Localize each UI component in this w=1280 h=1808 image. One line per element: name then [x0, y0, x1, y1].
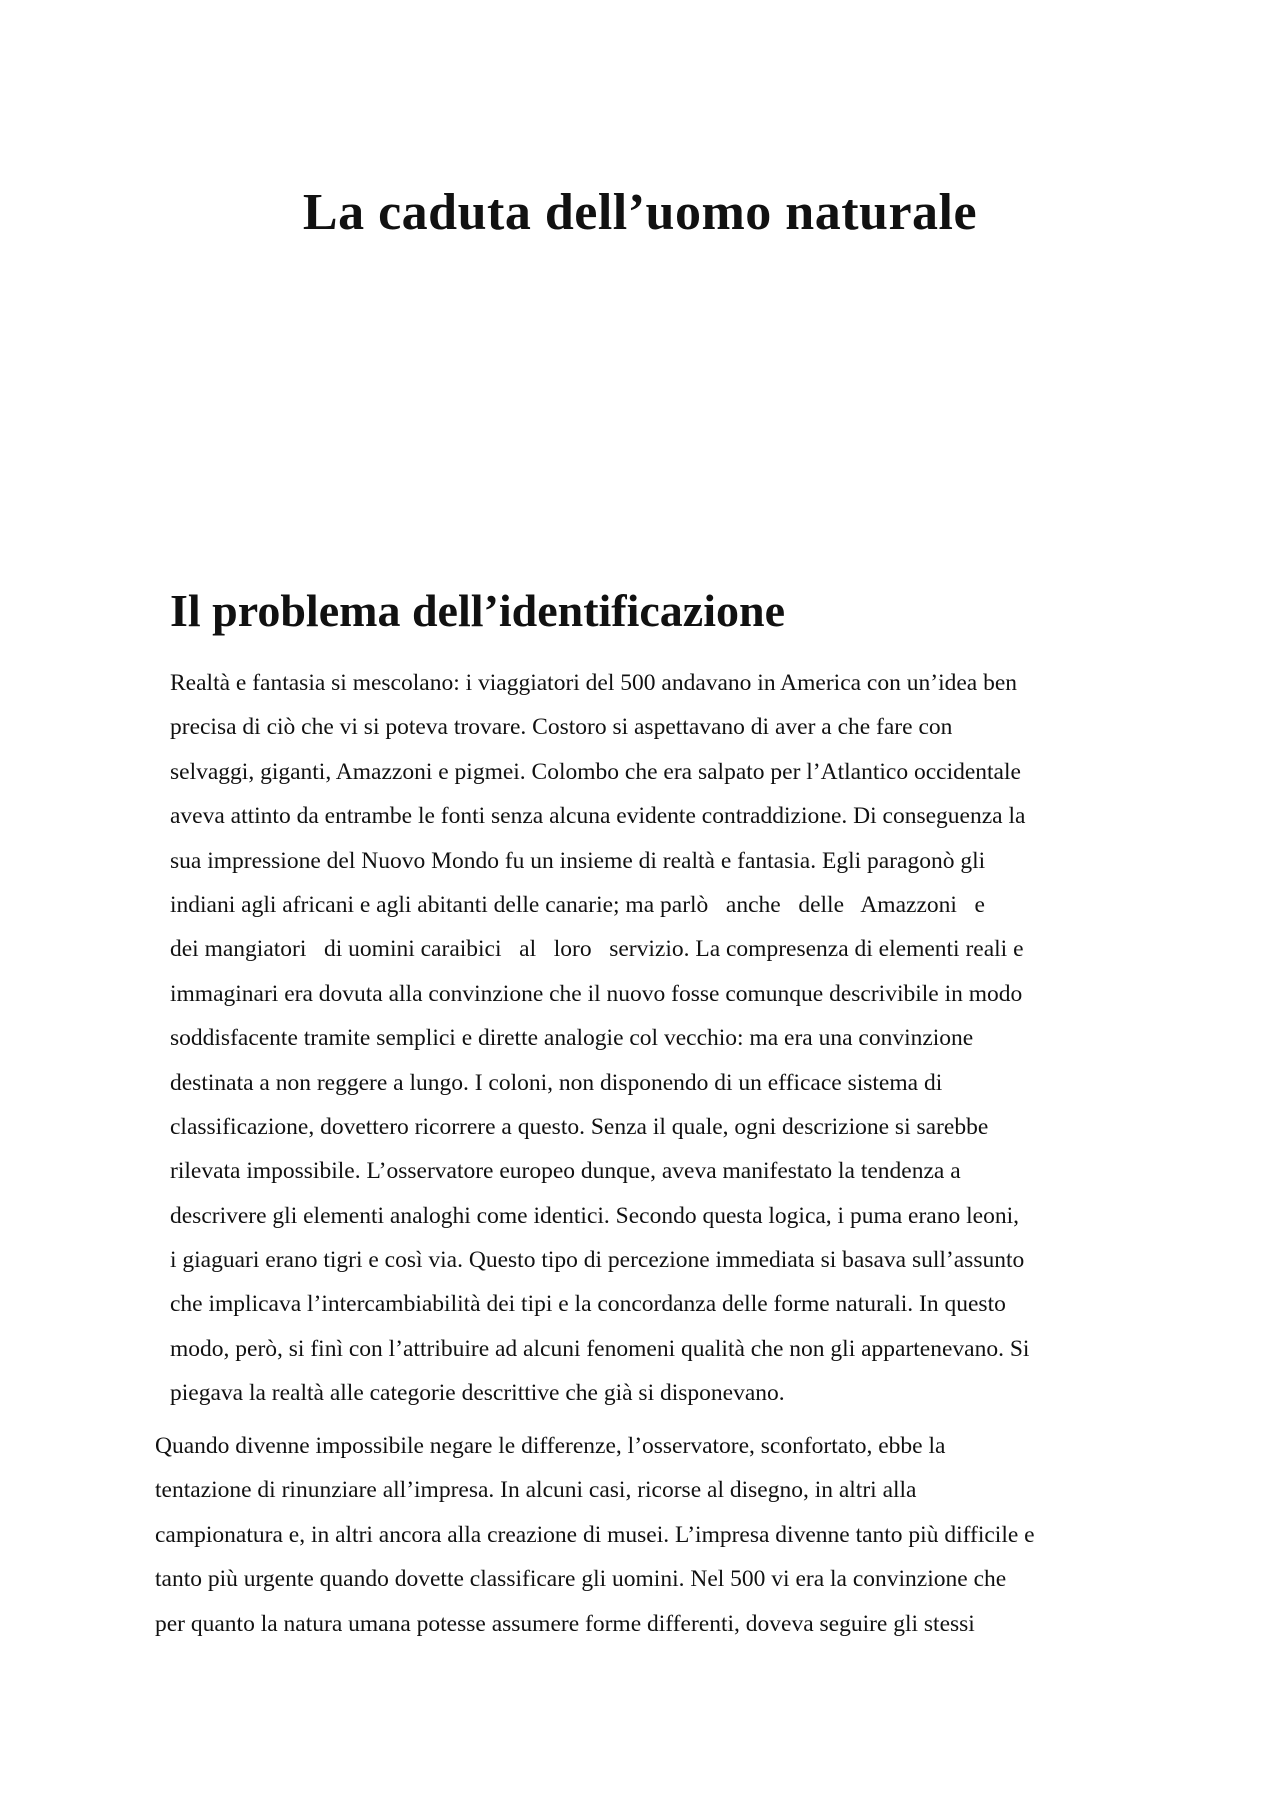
text-line: i giaguari erano tigri e così via. Questo tipo di percezione immediata si basava sull’assunto: [170, 1247, 1025, 1274]
text-line: Realtà e fantasia si mescolano: i viaggiatori del 500 andavano in America con un’idea ben: [170, 670, 1018, 696]
text-line: tentazione di rinunziare all’impresa. In alcuni casi, ricorse al disegno, in altri alla: [155, 1477, 917, 1504]
text-line: aveva attinto da entrambe le fonti senza alcuna evidente contraddizione. Di conseguenza la: [170, 803, 1026, 830]
paragraph-1: [170, 661, 1029, 1416]
text-line: per quanto la natura umana potesse assumere forme differenti, doveva seguire gli stessi: [155, 1610, 975, 1637]
text-line: precisa di ciò che vi si poteva trovare. Costoro si aspettavano di aver a che fare con: [170, 714, 953, 741]
text-line: sua impressione del Nuovo Mondo fu un insieme di realtà e fantasia. Egli paragonò gli: [170, 847, 986, 874]
text-line: immaginari era dovuta alla convinzione che il nuovo fosse comunque descrivibile in modo: [170, 980, 1023, 1007]
text-line: indiani agli africani e agli abitanti delle canarie; ma parlò anche delle Amazzoni e: [170, 891, 985, 918]
text-line: che implicava l’intercambiabilità dei tipi e la concordanza delle forme naturali. In questo: [170, 1291, 1006, 1318]
text-line: dei mangiatori di uomini caraibici al loro servizio. La compresenza di elementi reali e: [170, 936, 1024, 963]
text-line: tanto più urgente quando dovette classificare gli uomini. Nel 500 vi era la convinzione che: [155, 1566, 1007, 1593]
text-line: soddisfacente tramite semplici e dirette analogie col vecchio: ma era una convinzione: [170, 1025, 974, 1052]
section-heading: Il problema dell’identificazione: [170, 585, 786, 636]
text-line: descrivere gli elementi analoghi come identici. Secondo questa logica, i puma erano leoni,: [170, 1202, 1019, 1229]
text-line: destinata a non reggere a lungo. I coloni, non disponendo di un efficace sistema di: [170, 1069, 943, 1096]
paragraph-2: [155, 1424, 1035, 1646]
text-line: classificazione, dovettero ricorrere a questo. Senza il quale, ogni descrizione si sarebbe: [170, 1113, 989, 1140]
text-line: piegava la realtà alle categorie descrittive che già si disponevano.: [170, 1380, 785, 1407]
text-line: Quando divenne impossibile negare le differenze, l’osservatore, sconfortato, ebbe la: [155, 1433, 946, 1459]
text-line: modo, però, si finì con l’attribuire ad alcuni fenomeni qualità che non gli appartenevano. Si: [170, 1335, 1030, 1362]
text-line: rilevata impossibile. L’osservatore europeo dunque, aveva manifestato la tendenza a: [170, 1158, 961, 1185]
text-line: selvaggi, giganti, Amazzoni e pigmei. Colombo che era salpato per l’Atlantico occidentale: [170, 758, 1021, 785]
text-line: campionatura e, in altri ancora alla creazione di musei. L’impresa divenne tanto più difficile e: [155, 1521, 1035, 1548]
page-title: La caduta dell’uomo naturale: [302, 184, 978, 241]
